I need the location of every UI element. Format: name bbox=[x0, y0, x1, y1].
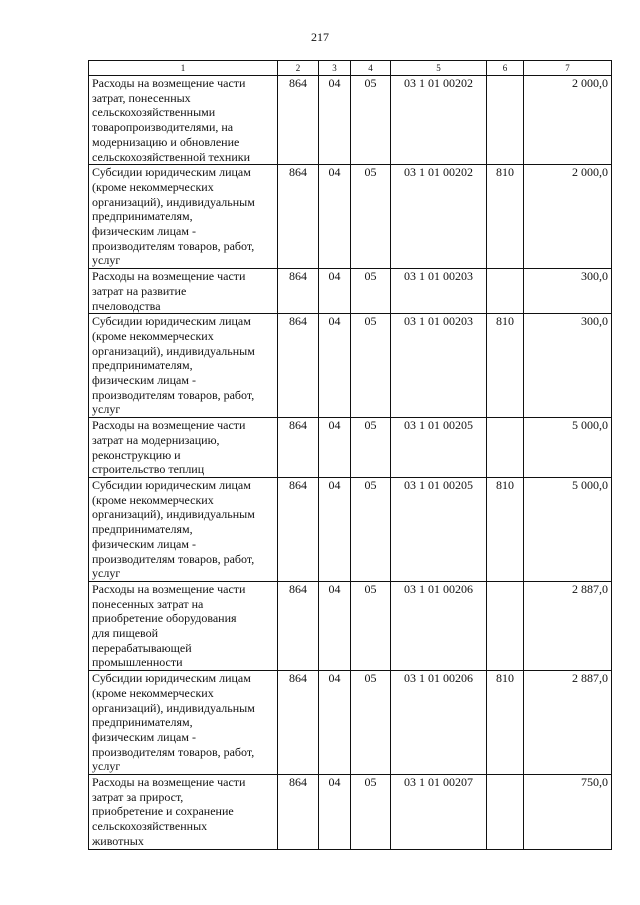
target-article-cell: 03 1 01 00202 bbox=[391, 165, 487, 269]
item-name-cell: Субсидии юридическим лицам (кроме некоммерческих организаций), индивидуальным предпринимателям, физическим лицам - производителям товаров, работ, услуг bbox=[89, 165, 278, 269]
amount-cell: 5 000,0 bbox=[524, 477, 612, 581]
item-name-cell: Расходы на возмещение части затрат за прирост, приобретение и сохранение сельскохозяйственных животных bbox=[89, 775, 278, 850]
amount-cell: 5 000,0 bbox=[524, 418, 612, 478]
table-row bbox=[89, 76, 612, 165]
table-row bbox=[89, 269, 612, 314]
header-cell: 2 bbox=[278, 61, 319, 76]
subsection-code-cell: 05 bbox=[351, 775, 391, 850]
expense-type-cell: 810 bbox=[487, 165, 524, 269]
expense-type-cell: 810 bbox=[487, 671, 524, 775]
target-article-cell: 03 1 01 00205 bbox=[391, 418, 487, 478]
ministry-code-cell: 864 bbox=[278, 269, 319, 314]
expense-type-cell: 810 bbox=[487, 314, 524, 418]
header-cell: 1 bbox=[89, 61, 278, 76]
table-row bbox=[89, 671, 612, 775]
header-row bbox=[89, 61, 612, 76]
ministry-code-cell: 864 bbox=[278, 314, 319, 418]
target-article-cell: 03 1 01 00206 bbox=[391, 671, 487, 775]
table-row bbox=[89, 581, 612, 670]
target-article-cell: 03 1 01 00205 bbox=[391, 477, 487, 581]
table-row bbox=[89, 775, 612, 850]
ministry-code-cell: 864 bbox=[278, 775, 319, 850]
subsection-code-cell: 05 bbox=[351, 76, 391, 165]
header-cell: 5 bbox=[391, 61, 487, 76]
header-cell: 7 bbox=[524, 61, 612, 76]
ministry-code-cell: 864 bbox=[278, 671, 319, 775]
item-name-cell: Субсидии юридическим лицам (кроме некоммерческих организаций), индивидуальным предпринимателям, физическим лицам - производителям товаров, работ, услуг bbox=[89, 314, 278, 418]
target-article-cell: 03 1 01 00202 bbox=[391, 76, 487, 165]
amount-cell: 2 887,0 bbox=[524, 671, 612, 775]
section-code-cell: 04 bbox=[319, 165, 351, 269]
section-code-cell: 04 bbox=[319, 269, 351, 314]
section-code-cell: 04 bbox=[319, 418, 351, 478]
subsection-code-cell: 05 bbox=[351, 581, 391, 670]
expense-type-cell bbox=[487, 269, 524, 314]
subsection-code-cell: 05 bbox=[351, 165, 391, 269]
item-name-cell: Субсидии юридическим лицам (кроме некоммерческих организаций), индивидуальным предпринимателям, физическим лицам - производителям товаров, работ, услуг bbox=[89, 477, 278, 581]
item-name-cell: Расходы на возмещение части затрат на модернизацию, реконструкцию и строительство теплиц bbox=[89, 418, 278, 478]
expense-type-cell bbox=[487, 775, 524, 850]
table-row bbox=[89, 477, 612, 581]
target-article-cell: 03 1 01 00203 bbox=[391, 269, 487, 314]
page-number: 217 bbox=[311, 30, 329, 44]
table-row bbox=[89, 418, 612, 478]
subsection-code-cell: 05 bbox=[351, 269, 391, 314]
subsection-code-cell: 05 bbox=[351, 418, 391, 478]
item-name-cell: Расходы на возмещение части затрат на развитие пчеловодства bbox=[89, 269, 278, 314]
subsection-code-cell: 05 bbox=[351, 671, 391, 775]
expense-type-cell bbox=[487, 581, 524, 670]
section-code-cell: 04 bbox=[319, 775, 351, 850]
target-article-cell: 03 1 01 00203 bbox=[391, 314, 487, 418]
amount-cell: 750,0 bbox=[524, 775, 612, 850]
header-cell: 4 bbox=[351, 61, 391, 76]
ministry-code-cell: 864 bbox=[278, 76, 319, 165]
section-code-cell: 04 bbox=[319, 671, 351, 775]
header-cell: 3 bbox=[319, 61, 351, 76]
table-row bbox=[89, 165, 612, 269]
expense-type-cell bbox=[487, 418, 524, 478]
table-row bbox=[89, 314, 612, 418]
amount-cell: 300,0 bbox=[524, 314, 612, 418]
amount-cell: 2 887,0 bbox=[524, 581, 612, 670]
section-code-cell: 04 bbox=[319, 581, 351, 670]
target-article-cell: 03 1 01 00206 bbox=[391, 581, 487, 670]
amount-cell: 300,0 bbox=[524, 269, 612, 314]
ministry-code-cell: 864 bbox=[278, 165, 319, 269]
expense-type-cell: 810 bbox=[487, 477, 524, 581]
item-name-cell: Субсидии юридическим лицам (кроме некоммерческих организаций), индивидуальным предпринимателям, физическим лицам - производителям товаров, работ, услуг bbox=[89, 671, 278, 775]
subsection-code-cell: 05 bbox=[351, 477, 391, 581]
section-code-cell: 04 bbox=[319, 76, 351, 165]
section-code-cell: 04 bbox=[319, 314, 351, 418]
ministry-code-cell: 864 bbox=[278, 418, 319, 478]
section-code-cell: 04 bbox=[319, 477, 351, 581]
budget-table bbox=[88, 60, 612, 850]
item-name-cell: Расходы на возмещение части затрат, понесенных сельскохозяйственными товаропроизводителями, на модернизацию и обновление сельскохозяйственной техники bbox=[89, 76, 278, 165]
ministry-code-cell: 864 bbox=[278, 477, 319, 581]
amount-cell: 2 000,0 bbox=[524, 165, 612, 269]
subsection-code-cell: 05 bbox=[351, 314, 391, 418]
target-article-cell: 03 1 01 00207 bbox=[391, 775, 487, 850]
header-cell: 6 bbox=[487, 61, 524, 76]
item-name-cell: Расходы на возмещение части понесенных затрат на приобретение оборудования для пищевой перерабатывающей промышленности bbox=[89, 581, 278, 670]
ministry-code-cell: 864 bbox=[278, 581, 319, 670]
expense-type-cell bbox=[487, 76, 524, 165]
amount-cell: 2 000,0 bbox=[524, 76, 612, 165]
